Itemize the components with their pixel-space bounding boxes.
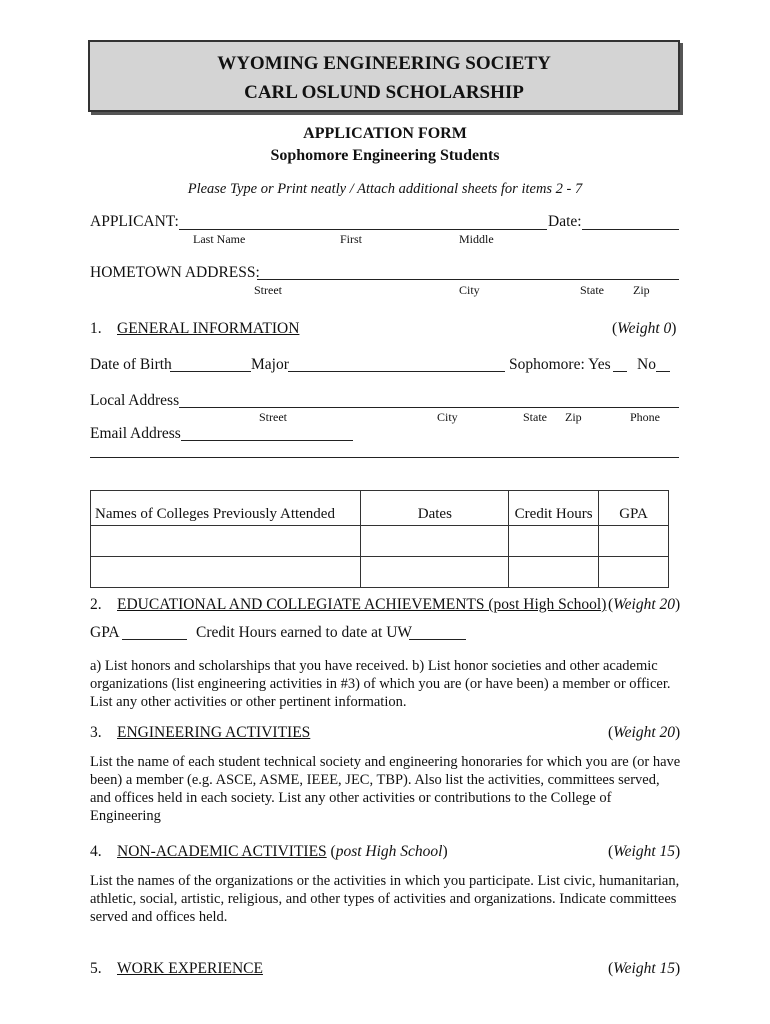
applicant-name-field[interactable] bbox=[179, 229, 547, 230]
sophomore-no-field[interactable] bbox=[656, 371, 670, 372]
gpa-field[interactable] bbox=[122, 639, 187, 640]
applicant-label: APPLICANT: bbox=[90, 213, 179, 230]
section5-weight: Weight 15 bbox=[613, 960, 676, 977]
dob-field[interactable] bbox=[170, 371, 251, 372]
date-label: Date: bbox=[548, 213, 582, 230]
dob-label: Date of Birth bbox=[90, 356, 172, 373]
hometown-label: HOMETOWN ADDRESS: bbox=[90, 264, 260, 281]
local-address-label: Local Address bbox=[90, 392, 180, 409]
city-caption: City bbox=[459, 283, 480, 297]
local-street-caption: Street bbox=[259, 410, 287, 424]
section4-number: 4. bbox=[90, 843, 102, 860]
first-name-caption: First bbox=[340, 232, 363, 246]
section3-instructions: List the name of each student technical society and engineering honoraries for which you are (or have been) a member (e.g. ASCE, ASME, IEEE, JEC, TBP). Also list the activities, committees served, and offices held in each society. List any other activities or contributions to the College of Engineering bbox=[90, 754, 681, 824]
section4-title-suffix: post High School bbox=[335, 843, 443, 860]
form-header-box bbox=[88, 40, 680, 112]
form-instructions: Please Type or Print neatly / Attach additional sheets for items 2 - 7 bbox=[187, 181, 583, 197]
colleges-table-header bbox=[91, 491, 669, 526]
table-row bbox=[91, 557, 669, 588]
college-credit-cell[interactable] bbox=[509, 557, 599, 588]
sophomore-yes-label: Sophomore: Yes bbox=[509, 356, 611, 373]
section1-title: GENERAL INFORMATION bbox=[117, 320, 300, 337]
zip-caption: Zip bbox=[633, 283, 650, 297]
section1-number: 1. bbox=[90, 320, 102, 337]
section4-instructions: List the names of the organizations or the activities in which you participate. List civic, humanitarian, athletic, social, artistic, religious, and other types of activities and organizations. Indicate committees served and offices held. bbox=[90, 873, 680, 925]
section3-number: 3. bbox=[90, 724, 102, 741]
scholarship-name: CARL OSLUND SCHOLARSHIP bbox=[244, 82, 524, 103]
street-caption: Street bbox=[254, 283, 282, 297]
colleges-header-gpa: GPA bbox=[599, 491, 669, 526]
section2-title: EDUCATIONAL AND COLLEGIATE ACHIEVEMENTS (post High School) bbox=[117, 596, 607, 613]
credit-hours-field[interactable] bbox=[409, 639, 466, 640]
colleges-header-credit-hours: Credit Hours bbox=[509, 491, 599, 526]
section5-title: WORK EXPERIENCE bbox=[117, 960, 263, 977]
section5-number: 5. bbox=[90, 960, 102, 977]
section2-weight: Weight 20 bbox=[613, 596, 676, 613]
hometown-address-field[interactable] bbox=[257, 279, 679, 280]
table-row bbox=[91, 526, 669, 557]
last-name-caption: Last Name bbox=[193, 232, 246, 246]
state-caption: State bbox=[580, 283, 604, 297]
email-field[interactable] bbox=[181, 440, 353, 441]
middle-name-caption: Middle bbox=[459, 232, 494, 246]
section2-instructions: a) List honors and scholarships that you have received. b) List honor societies and other academic organizations (list engineering activities in #3) of which you are (or have been) a member or officer. List any other activities or other pertinent information. bbox=[90, 658, 671, 710]
local-address-field[interactable] bbox=[179, 407, 679, 408]
sophomore-yes-field[interactable] bbox=[613, 371, 627, 372]
section3-title: ENGINEERING ACTIVITIES bbox=[117, 724, 311, 741]
college-name-cell[interactable] bbox=[91, 526, 361, 557]
local-phone-caption: Phone bbox=[630, 410, 660, 424]
college-gpa-cell[interactable] bbox=[599, 526, 669, 557]
section2-number: 2. bbox=[90, 596, 102, 613]
email-label: Email Address bbox=[90, 425, 181, 442]
college-dates-cell[interactable] bbox=[361, 526, 509, 557]
local-city-caption: City bbox=[437, 410, 458, 424]
college-name-cell[interactable] bbox=[91, 557, 361, 588]
local-zip-caption: Zip bbox=[565, 410, 582, 424]
date-field[interactable] bbox=[582, 229, 679, 230]
local-state-caption: State bbox=[523, 410, 547, 424]
colleges-header-dates: Dates bbox=[361, 491, 509, 526]
colleges-table bbox=[90, 490, 669, 588]
colleges-header-name: Names of Colleges Previously Attended bbox=[91, 491, 361, 526]
section4-weight: Weight 15 bbox=[613, 843, 676, 860]
section3-weight: Weight 20 bbox=[613, 724, 676, 741]
college-dates-cell[interactable] bbox=[361, 557, 509, 588]
form-title: APPLICATION FORM bbox=[303, 125, 467, 142]
form-subtitle: Sophomore Engineering Students bbox=[270, 147, 500, 164]
major-label: Major bbox=[251, 356, 289, 373]
college-credit-cell[interactable] bbox=[509, 526, 599, 557]
gpa-label: GPA bbox=[90, 624, 120, 641]
email-continuation-line[interactable] bbox=[90, 457, 679, 458]
college-gpa-cell[interactable] bbox=[599, 557, 669, 588]
section1-weight: Weight 0 bbox=[617, 320, 672, 337]
organization-name: WYOMING ENGINEERING SOCIETY bbox=[217, 53, 551, 74]
sophomore-no-label: No bbox=[637, 356, 656, 373]
section4-title: NON-ACADEMIC ACTIVITIES bbox=[117, 843, 327, 860]
credit-hours-label: Credit Hours earned to date at UW bbox=[196, 624, 413, 641]
major-field[interactable] bbox=[288, 371, 505, 372]
